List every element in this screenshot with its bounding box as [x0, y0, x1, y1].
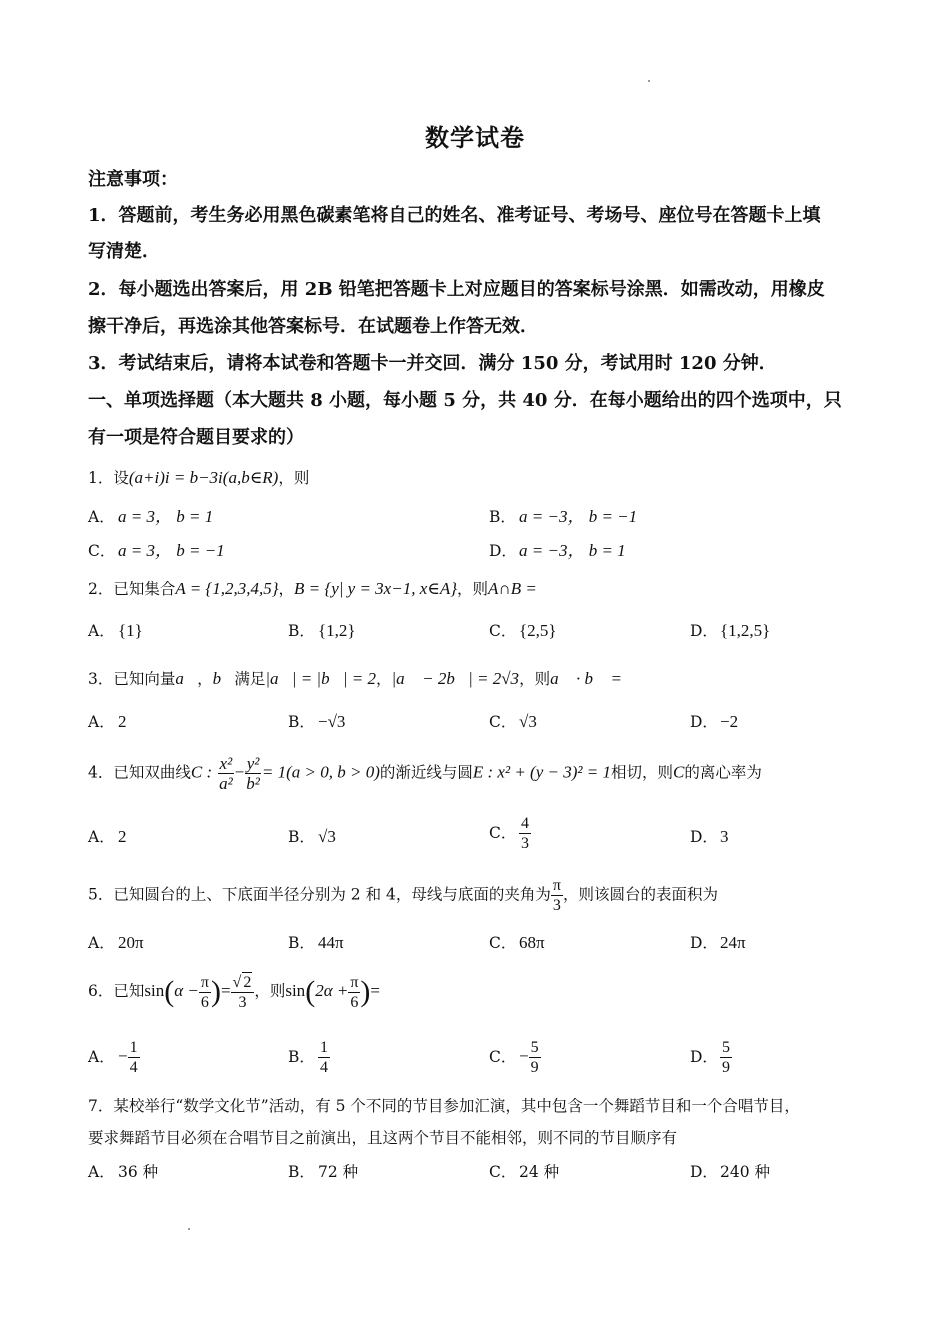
- option-label: B．: [288, 1047, 315, 1066]
- condition-2: |a⃗ − 2b⃗| = 2√3: [391, 669, 520, 688]
- q6-option-b: [288, 1038, 330, 1077]
- option-label: D．: [690, 828, 718, 846]
- option-label: B．: [288, 1163, 315, 1181]
- denominator: 4: [129, 1059, 138, 1076]
- option-label: C．: [489, 713, 517, 731]
- q6-option-a: [88, 1038, 140, 1077]
- question-3-then: ，则: [519, 670, 551, 688]
- q5-option-b: [288, 932, 344, 954]
- option-label: C．: [489, 622, 517, 640]
- option-label: D．: [690, 1047, 718, 1066]
- denominator: 6: [200, 993, 209, 1011]
- option-fraction: [529, 1038, 541, 1077]
- question-5-prefix: 5．已知圆台的上、下底面半径分别为 2 和 4，母线与底面的夹角为: [88, 885, 551, 904]
- question-2-suffix: ，则: [457, 580, 489, 598]
- option-text: a = 3， b = 1: [118, 507, 214, 526]
- equals-sign: =: [370, 981, 381, 1000]
- vector-b: b⃗: [212, 669, 235, 688]
- option-text: 240 种: [720, 1163, 771, 1181]
- option-sign: −: [519, 1046, 529, 1066]
- question-1-prefix: 1．设: [88, 469, 129, 487]
- denominator: 9: [722, 1059, 730, 1076]
- option-text: {1,2}: [318, 621, 356, 640]
- q7-option-d: [690, 1161, 770, 1183]
- q1-option-c: [88, 540, 225, 562]
- option-label: A．: [88, 828, 115, 846]
- section-heading: 一、单项选择题（本大题共 8 小题，每小题 5 分，共 40 分．在每小题给出的四个选项中，只: [88, 390, 842, 411]
- option-label: D．: [690, 1163, 718, 1181]
- hyperbola-ref: C: [672, 762, 685, 782]
- option-text: a = 3， b = −1: [118, 541, 225, 560]
- comma: ，: [375, 670, 392, 688]
- scan-dot: [188, 1228, 190, 1230]
- notice-item-1-cont: 写清楚．: [88, 241, 160, 262]
- option-label: C．: [489, 934, 517, 952]
- option-label: A．: [88, 934, 115, 952]
- question-6-then: ，则: [254, 982, 286, 1000]
- question-3: [88, 668, 622, 690]
- numerator: 4: [521, 815, 529, 832]
- q6-option-c: [489, 1038, 541, 1077]
- q5-option-d: [690, 932, 746, 954]
- denominator: 3: [238, 994, 247, 1011]
- fraction-pi-6: [348, 973, 360, 1012]
- numerator: π: [200, 973, 209, 991]
- q1-option-a: [88, 506, 213, 528]
- section-heading-cont: 有一项是符合题目要求的）: [88, 427, 304, 448]
- sin-func: sin: [144, 981, 165, 1000]
- option-label: B．: [288, 622, 315, 640]
- question-3-tail: a⃗ · b⃗ =: [550, 669, 622, 688]
- denominator: a²: [219, 774, 233, 793]
- set-a: A = {1,2,3,4,5}: [175, 579, 279, 598]
- q1-option-d: [489, 540, 626, 562]
- fraction-pi-6: [199, 973, 211, 1012]
- minus-sign: −: [234, 762, 245, 782]
- fraction-x2-a2: [217, 754, 235, 793]
- denominator: 4: [320, 1059, 328, 1076]
- q7-option-a: [88, 1161, 158, 1183]
- option-fraction: [128, 1038, 140, 1077]
- q4-option-c: [489, 814, 531, 853]
- numerator: y²: [246, 754, 260, 773]
- notice-header: 注意事项：: [88, 169, 178, 190]
- denominator: 3: [552, 897, 561, 914]
- two-alpha-plus: 2α +: [315, 981, 349, 1000]
- denominator: 9: [530, 1059, 539, 1076]
- option-text: 72 种: [318, 1163, 359, 1181]
- numerator: 5: [722, 1039, 730, 1056]
- question-2-tail: A∩B =: [488, 579, 537, 598]
- notice-item-3: 3．考试结束后，请将本试卷和答题卡一并交回．满分 150 分，考试用时 120 分钟．: [88, 353, 777, 374]
- q4-option-a: [88, 826, 127, 848]
- option-text: √3: [519, 712, 537, 731]
- sin-func: sin: [285, 981, 306, 1000]
- comma: ，: [197, 670, 213, 688]
- q2-option-c: [489, 620, 557, 642]
- numerator: 1: [129, 1039, 138, 1056]
- set-b: B = {y| y = 3x−1, x∈A}: [294, 579, 458, 598]
- denominator: 3: [521, 835, 529, 852]
- numerator: 5: [530, 1039, 539, 1056]
- fraction-sqrt2-3: $\frac{√ 2}{3}$: [231, 972, 255, 1012]
- option-label: B．: [489, 508, 516, 526]
- notice-item-1: 1．答题前，考生务必用黑色碳素笔将自己的姓名、准考证号、考场号、座位号在答题卡上填: [88, 205, 821, 226]
- q7-option-b: [288, 1161, 358, 1183]
- question-1-suffix: ，则: [278, 469, 310, 487]
- notice-item-2: 2．每小题选出答案后，用 2B 铅笔把答题卡上对应题目的答案标号涂黑．如需改动，用橡皮: [88, 279, 825, 300]
- question-7: 7．某校举行“数学文化节”活动，有 5 个不同的节目参加汇演，其中包含一个舞蹈节目和一个合唱节目，: [88, 1097, 800, 1115]
- option-text: a = −3， b = −1: [519, 507, 638, 526]
- alpha-minus: α −: [174, 981, 199, 1000]
- option-label: A．: [88, 713, 115, 731]
- q1-option-b: [489, 506, 637, 528]
- option-label: D．: [690, 934, 718, 952]
- option-text: {1,2,5}: [720, 621, 771, 640]
- q4-option-b: [288, 826, 336, 848]
- option-text: {2,5}: [519, 621, 557, 640]
- q4-option-d: [690, 826, 729, 848]
- option-label: D．: [489, 542, 517, 560]
- equals-sign: =: [220, 981, 231, 1000]
- option-label: D．: [690, 622, 718, 640]
- q3-option-d: [690, 711, 738, 733]
- question-4: [88, 754, 762, 793]
- notice-item-2-cont: 擦干净后，再选涂其他答案标号．在试题卷上作答无效．: [88, 316, 538, 337]
- option-text: −√3: [318, 712, 346, 731]
- question-2: [88, 578, 537, 600]
- option-text: 2: [118, 712, 127, 731]
- option-text: {1}: [118, 621, 143, 640]
- q5-option-c: [489, 932, 545, 954]
- numerator: π: [350, 973, 359, 991]
- option-label: A．: [88, 508, 115, 526]
- q5-option-a: [88, 932, 144, 954]
- option-text: 24π: [720, 933, 746, 952]
- question-1: [88, 467, 309, 489]
- option-label: C．: [88, 542, 116, 560]
- option-label: A．: [88, 1163, 115, 1181]
- numerator: π: [552, 877, 561, 894]
- option-label: C．: [489, 1047, 517, 1066]
- page-title: 数学试卷: [425, 123, 525, 152]
- option-text: 24 种: [519, 1163, 560, 1181]
- numerator: x²: [219, 754, 233, 773]
- q7-option-c: [489, 1161, 559, 1183]
- option-text: 20π: [118, 933, 144, 952]
- hyperbola-condition: = 1(a > 0, b > 0): [261, 762, 380, 782]
- q3-option-c: [489, 711, 537, 733]
- comma: ，: [278, 580, 295, 598]
- fraction-y2-b2: [244, 754, 262, 793]
- hyperbola-label: C :: [190, 762, 213, 782]
- option-label: C．: [489, 823, 517, 842]
- question-1-expr: (a+i)i = b−3i(a,b∈R): [128, 468, 279, 487]
- question-4-mid2: 相切，则: [610, 763, 673, 782]
- option-text: 68π: [519, 933, 545, 952]
- vector-a: a⃗: [175, 669, 198, 688]
- denominator: b²: [246, 774, 260, 793]
- fraction-pi-3: [551, 876, 563, 915]
- option-text: 44π: [318, 933, 344, 952]
- question-4-mid: 的渐近线与圆: [379, 763, 473, 782]
- radicand: 2: [243, 974, 252, 991]
- option-text: a = −3， b = 1: [519, 541, 626, 560]
- option-label: D．: [690, 713, 718, 731]
- option-text: 36 种: [118, 1163, 159, 1181]
- option-text: √3: [318, 827, 336, 846]
- question-6: 6．已知sin(α − $\frac{\pi}{6}$ )= $\frac{√ 2}{3}$ ，则sin(2α + $\frac{\pi}{6}$ )=: [88, 973, 381, 1011]
- q2-option-b: [288, 620, 356, 642]
- option-label: B．: [288, 934, 315, 952]
- option-label: B．: [288, 713, 315, 731]
- question-4-suffix: 的离心率为: [684, 763, 762, 782]
- q6-option-d: [690, 1038, 732, 1077]
- denominator: 6: [350, 993, 359, 1011]
- option-label: A．: [88, 1047, 115, 1066]
- option-fraction: [318, 1038, 330, 1077]
- question-5-suffix: ，则该圆台的表面积为: [562, 885, 718, 904]
- circle-equation: E : x² + (y − 3)² = 1: [472, 762, 611, 782]
- option-fraction: [720, 1038, 732, 1077]
- option-text: 2: [118, 827, 127, 846]
- numerator: 1: [320, 1039, 328, 1056]
- question-3-prefix: 3．已知向量: [88, 670, 176, 688]
- option-label: B．: [288, 828, 315, 846]
- question-3-mid: 满足: [234, 670, 266, 688]
- q2-option-d: [690, 620, 770, 642]
- option-label: C．: [489, 1163, 517, 1181]
- question-5: [88, 876, 718, 915]
- scan-dot: [648, 80, 650, 82]
- question-6-prefix: 6．已知: [88, 982, 145, 1000]
- option-text: 3: [720, 827, 729, 846]
- question-7-cont: 要求舞蹈节目必须在合唱节目之前演出，且这两个节目不能相邻，则不同的节目顺序有: [88, 1129, 678, 1147]
- question-2-prefix: 2．已知集合: [88, 580, 176, 598]
- question-4-prefix: 4．已知双曲线: [88, 763, 191, 782]
- condition-1: |a⃗| = |b⃗| = 2: [265, 669, 376, 688]
- q3-option-a: [88, 711, 127, 733]
- option-label: A．: [88, 622, 115, 640]
- q3-option-b: [288, 711, 345, 733]
- q2-option-a: [88, 620, 143, 642]
- option-text: −2: [720, 712, 739, 731]
- option-fraction: [519, 814, 531, 853]
- option-sign: −: [118, 1046, 128, 1066]
